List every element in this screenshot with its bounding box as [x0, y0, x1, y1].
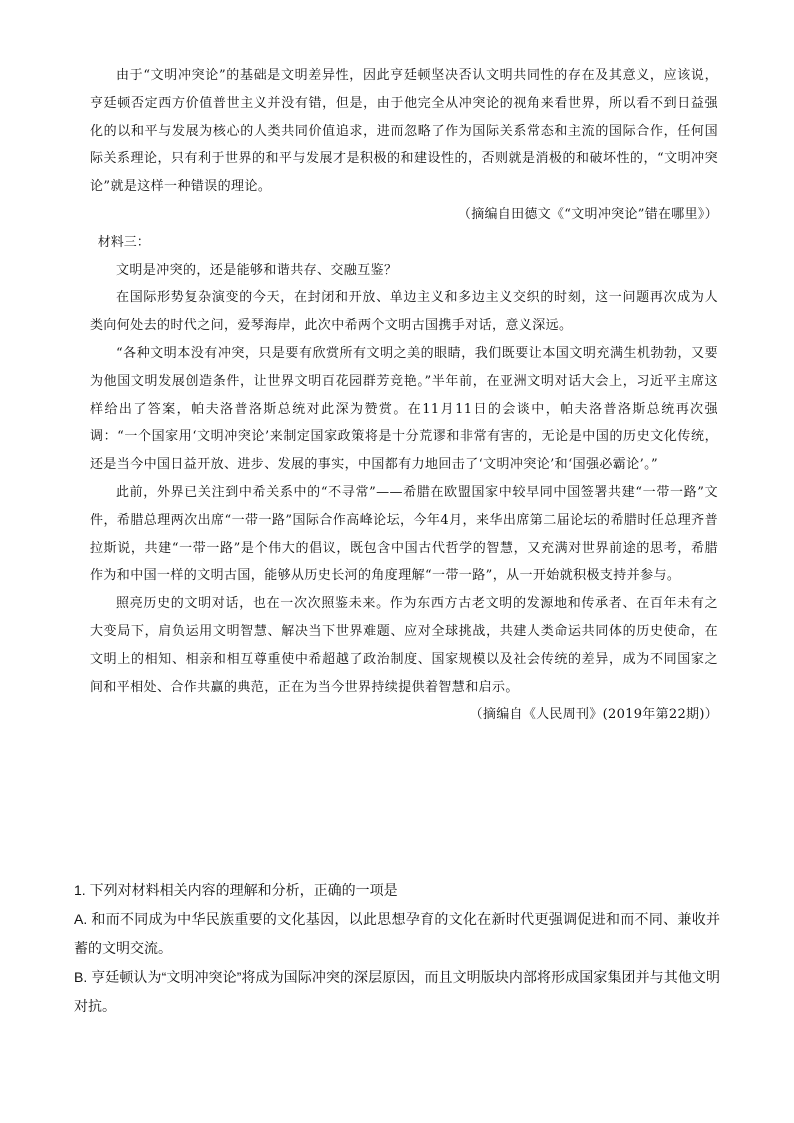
- option-a[interactable]: A. 和而不同成为中华民族重要的文化基因，以此思想孕育的文化在新时代更强调促进和而不同、兼收并蓄的文明交流。: [74, 911, 720, 956]
- material3-source: （摘编自《人民周刊》(2019年第22期)）: [469, 707, 718, 723]
- material3-paragraph-4: 此前，外界已关注到中希关系中的“不寻常”——希腊在欧盟国家中较早同中国签署共建“一带一路”文件，希腊总理两次出席“一带一路”国际合作高峰论坛，今年4月，来华出席第二届论坛的希腊时任总理齐普拉斯说，共建“一带一路”是个伟大的倡议，既包含中国古代哲学的智慧，又充满对世界前途的思考，希腊作为和中国一样的文明古国，能够从历史长河的角度理解“一带一路”，从一开始就积极支持并参与。: [90, 484, 718, 584]
- material3-label: 材料三：: [97, 234, 150, 250]
- material3-paragraph-5: 照亮历史的文明对话，也在一次次照鉴未来。作为东西方古老文明的发源地和传承者、在百年未有之大变局下，肩负运用文明智慧、解决当下世界难题、应对全球挑战，共建人类命运共同体的历史使命，在文明上的相知、相亲和相互尊重使中希超越了政治制度、国家规模以及社会传统的差异，成为不同国家之间和平相处、合作共赢的典范，正在为当今世界持续提供着智慧和启示。: [90, 596, 718, 695]
- material2-paragraph: 由于“文明冲突论”的基础是文明差异性，因此亨廷顿坚决否认文明共同性的存在及其意义，应该说，亨廷顿否定西方价值普世主义并没有错，但是，由于他完全从冲突论的视角来看世界，所以看不到日益强化的以和平与发展为核心的人类共同价值追求，进而忽略了作为国际关系常态和主流的国际合作，任何国际关系理论，只有利于世界的和平与发展才是积极的和建设性的，否则就是消极的和破坏性的，“文明冲突论”就是这样一种错误的理论。: [90, 68, 718, 195]
- document-body: [90, 62, 718, 729]
- material3-paragraph-3: “各种文明本没有冲突，只是要有欣赏所有文明之美的眼睛，我们既要让本国文明充满生机勃勃，又要为他国文明发展创造条件，让世界文明百花园群芳竞艳。”半年前，在亚洲文明对话大会上，习近平主席这样给出了答案，帕夫洛普洛斯总统对此深为赞赏。在11月11日的会谈中，帕夫洛普洛斯总统再次强调：“一个国家用‘文明冲突论’来制定国家政策将是十分荒谬和非常有害的，无论是中国的历史文化传统，还是当今中国日益开放、进步、发展的事实，中国都有力地回击了‘文明冲突论’和‘国强必霸论’。”: [90, 345, 718, 473]
- option-b[interactable]: B. 亨廷顿认为“文明冲突论”将成为国际冲突的深层原因，而且文明版块内部将形成国家集团并与其他文明对抗。: [74, 969, 720, 1014]
- material3-paragraph-2: 在国际形势复杂演变的今天，在封闭和开放、单边主义和多边主义交织的时刻，这一问题再次成为人类向何处去的时代之问，爱琴海岸，此次中希两个文明古国携手对话，意义深远。: [90, 290, 718, 334]
- question-1: [74, 876, 720, 1021]
- material3-paragraph-1: 文明是冲突的，还是能够和谐共存、交融互鉴？: [116, 262, 398, 278]
- material2-source: （摘编自田德文《“文明冲突论”错在哪里》）: [457, 206, 718, 222]
- question-stem: 1. 下列对材料相关内容的理解和分析，正确的一项是: [74, 882, 398, 898]
